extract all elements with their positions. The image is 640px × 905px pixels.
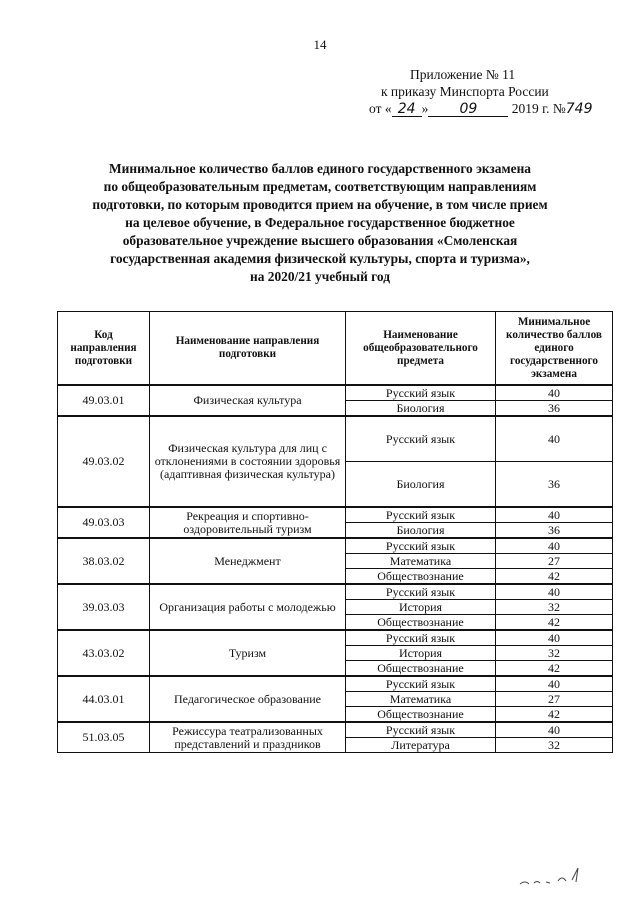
header-direction: Наименование направления подготовки [150,312,346,386]
header-code: Код направления подготовки [58,312,150,386]
subject-name: Русский язык [346,630,496,646]
appendix-date-line [369,100,593,118]
subject-name: Русский язык [346,385,496,401]
min-score: 40 [496,676,613,692]
date-day: 24 [392,102,422,117]
direction-name: Физическая культура для лиц с отклонениями в состоянии здоровья (адаптивная физическая культура) [150,416,346,507]
min-score: 40 [496,630,613,646]
min-score: 32 [496,646,613,661]
direction-name: Физическая культура [150,385,346,416]
direction-name: Туризм [150,630,346,676]
direction-code: 51.03.05 [58,722,150,753]
direction-name: Менеджмент [150,538,346,584]
min-score: 40 [496,507,613,523]
direction-code: 39.03.03 [58,584,150,630]
date-year: 2019 г. № [511,101,566,116]
appendix-title: Приложение № 11 [410,67,516,82]
subject-name: Русский язык [346,584,496,600]
subject-name: История [346,646,496,661]
subject-name: Биология [346,523,496,539]
direction-code: 44.03.01 [58,676,150,722]
direction-name: Педагогическое образование [150,676,346,722]
subject-name: Русский язык [346,722,496,738]
subject-name: История [346,600,496,615]
document-heading [78,160,562,286]
min-score: 42 [496,615,613,631]
subject-name: Обществознание [346,615,496,631]
subject-name: Русский язык [346,676,496,692]
min-score: 40 [496,385,613,401]
date-month: 09 [428,102,508,117]
date-prefix: от « [369,101,392,116]
direction-code: 38.03.02 [58,538,150,584]
header-min-score: Минимальное количество баллов единого государственного экзамена [496,312,613,386]
min-score: 40 [496,584,613,600]
direction-code: 43.03.02 [58,630,150,676]
subject-name: Обществознание [346,661,496,677]
subject-name: Обществознание [346,569,496,585]
min-score: 42 [496,661,613,677]
table-row [58,630,613,646]
table-row [58,538,613,554]
min-score: 40 [496,416,613,462]
min-score: 36 [496,401,613,417]
min-score: 40 [496,722,613,738]
page-number: 14 [313,37,327,52]
heading-line: Минимальное количество баллов единого государственного экзамена [109,161,531,176]
min-score: 40 [496,538,613,554]
table-row [58,584,613,600]
direction-name: Организация работы с молодежью [150,584,346,630]
min-score: 42 [496,707,613,723]
direction-code: 49.03.01 [58,385,150,416]
appendix-order-ref: к приказу Минспорта России [381,84,549,99]
table-header-row [58,312,613,386]
direction-name: Режиссура театрализованных представлений и праздников [150,722,346,753]
table-body [58,385,613,753]
subject-name: Математика [346,692,496,707]
table-row [58,385,613,401]
min-score: 32 [496,738,613,753]
heading-line: на 2020/21 учебный год [250,269,390,284]
header-subject: Наименование общеобразовательного предмета [346,312,496,386]
subject-name: Биология [346,401,496,417]
heading-line: государственная академия физической культуры, спорта и туризма», [110,251,530,266]
direction-code: 49.03.03 [58,507,150,538]
subject-name: Биология [346,462,496,508]
heading-line: подготовки, по которым проводится прием на обучение, в том числе прием [92,197,548,212]
min-score: 27 [496,554,613,569]
order-number: 749 [565,101,593,117]
min-score: 32 [496,600,613,615]
subject-name: Литература [346,738,496,753]
direction-code: 49.03.02 [58,416,150,507]
direction-name: Рекреация и спортивно-оздоровительный туризм [150,507,346,538]
min-score: 36 [496,523,613,539]
subject-name: Обществознание [346,707,496,723]
table-row [58,722,613,738]
table-row [58,416,613,462]
appendix-block [369,66,593,118]
min-score: 42 [496,569,613,585]
subject-name: Русский язык [346,538,496,554]
scores-table [57,311,613,753]
subject-name: Русский язык [346,507,496,523]
table-row [58,676,613,692]
heading-line: на целевое обучение, в Федеральное государственное бюджетное [125,215,515,230]
date-mid: » [421,101,429,116]
heading-line: по общеобразовательным предметам, соответствующим направлениям [103,179,537,194]
subject-name: Математика [346,554,496,569]
signature-mark [518,866,588,888]
table-row [58,507,613,523]
min-score: 36 [496,462,613,508]
heading-line: образовательное учреждение высшего образования «Смоленская [122,233,518,248]
subject-name: Русский язык [346,416,496,462]
min-score: 27 [496,692,613,707]
